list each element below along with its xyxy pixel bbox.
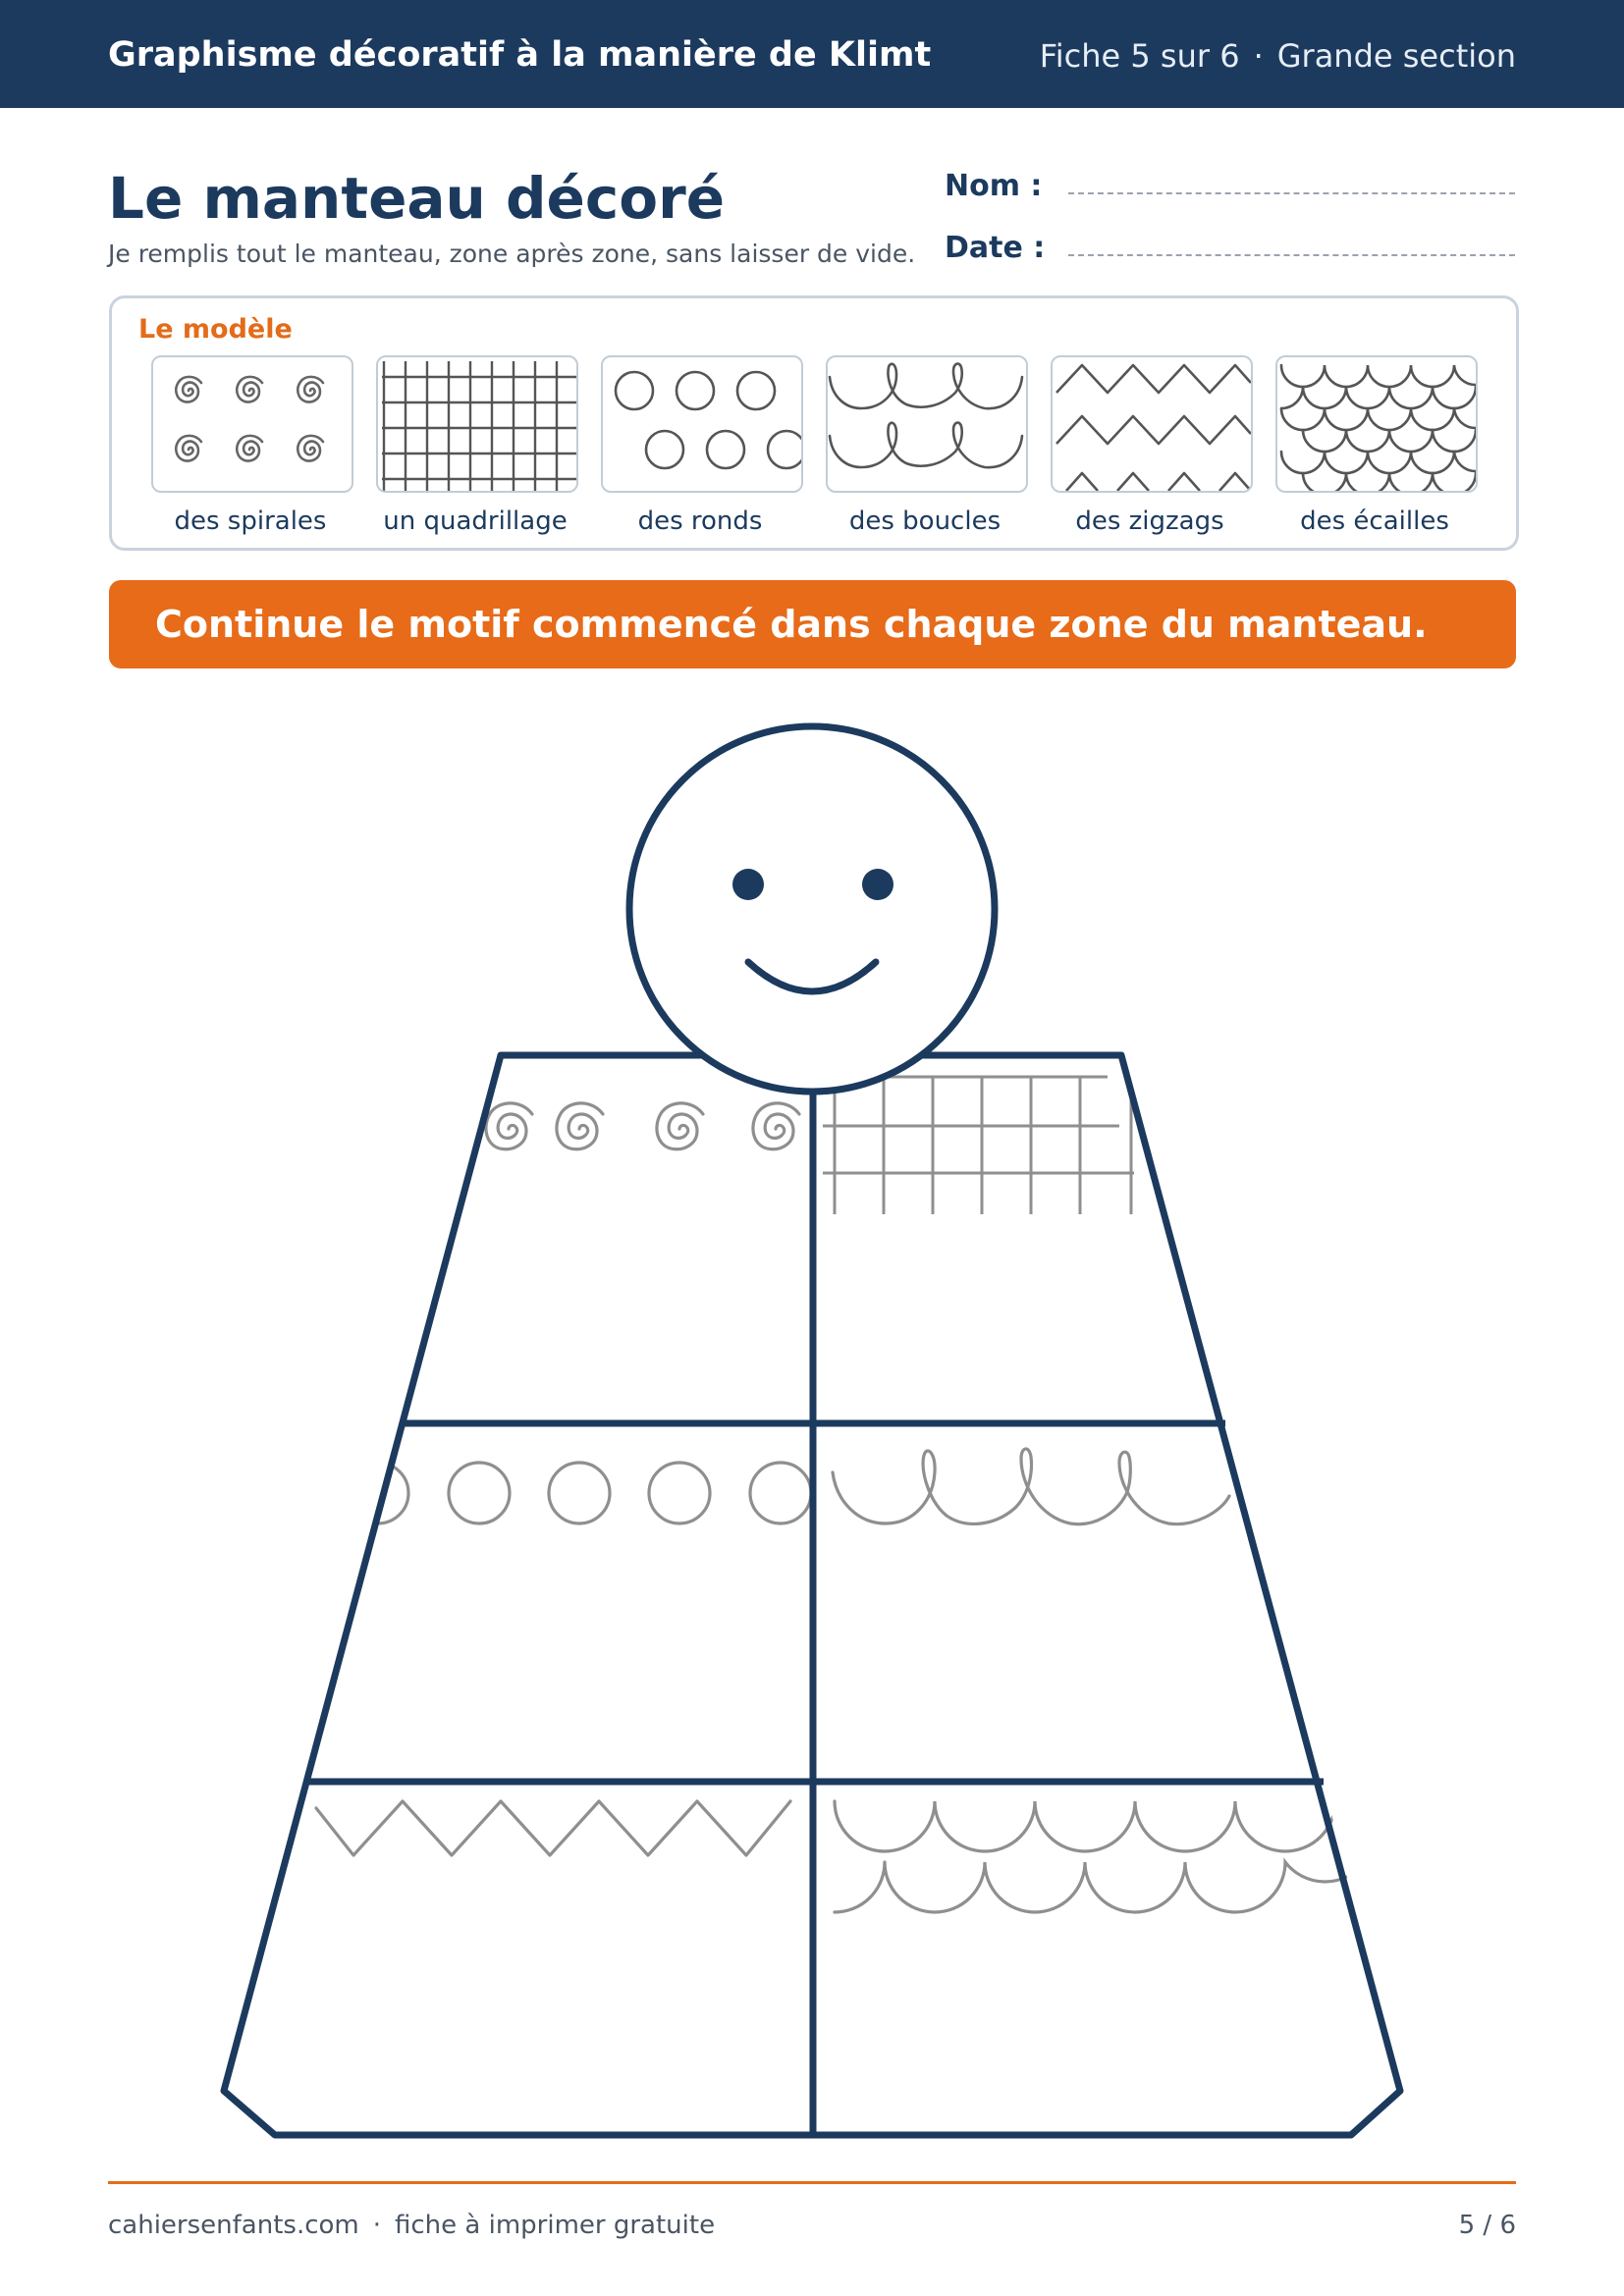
date-label: Date : — [945, 231, 1046, 265]
zone-spirals[interactable] — [486, 1103, 799, 1149]
page-number: 5 / 6 — [1458, 2211, 1516, 2240]
level-label: Grande section — [1276, 37, 1516, 75]
left-eye — [732, 869, 764, 900]
zone-circles[interactable] — [348, 1463, 811, 1523]
character-head — [629, 726, 995, 1092]
page-instruction: Je remplis tout le manteau, zone après zone, sans laisser de vide. — [108, 240, 916, 268]
sheet-number: Fiche 5 sur 6 — [1039, 37, 1240, 75]
zone-grid[interactable] — [823, 1077, 1134, 1214]
pattern-label-scales: des écailles — [1300, 507, 1449, 536]
footer-site[interactable]: cahiersenfants.com — [108, 2211, 359, 2240]
pattern-label-grid: un quadrillage — [383, 507, 568, 536]
zone-zigzags[interactable] — [316, 1801, 790, 1855]
model-title: Le modèle — [138, 314, 293, 345]
series-title: Graphisme décoratif à la manière de Klimt — [108, 35, 932, 75]
zone-scales[interactable] — [835, 1801, 1365, 1912]
pattern-label-loops: des boucles — [848, 507, 1001, 536]
exercise-instruction: Continue le motif commencé dans chaque zone du manteau. — [155, 603, 1428, 646]
meta-separator: · — [1253, 37, 1264, 75]
zone-loops[interactable] — [833, 1449, 1229, 1524]
name-label: Nom : — [945, 169, 1043, 203]
pattern-label-circles: des ronds — [637, 507, 763, 536]
footer-divider — [108, 2181, 1516, 2184]
footer-credits — [108, 2211, 715, 2240]
footer-note: fiche à imprimer gratuite — [395, 2211, 716, 2240]
pattern-label-zigzags: des zigzags — [1075, 507, 1224, 536]
page-title: Le manteau décoré — [108, 165, 726, 232]
footer-separator: · — [372, 2211, 381, 2240]
right-eye — [862, 869, 893, 900]
pattern-label-spirals: des spirales — [174, 507, 327, 536]
coat-outline — [224, 1055, 1400, 2135]
